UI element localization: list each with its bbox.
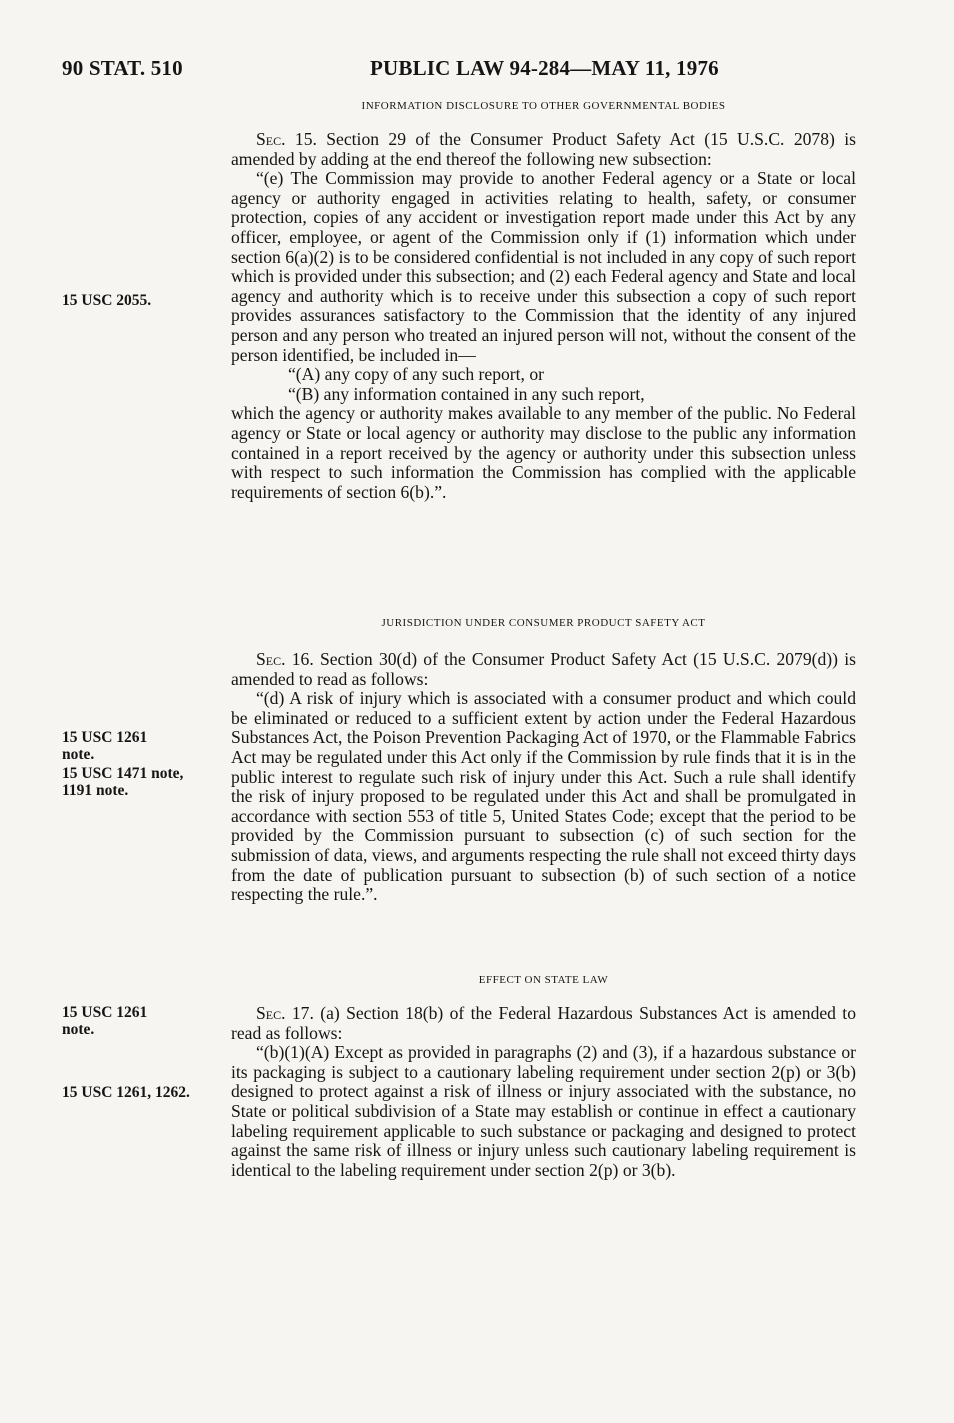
section-intro	[231, 650, 856, 689]
margin-note: 15 USC 1471 note, 1191 note.	[62, 765, 184, 799]
intro-text: 16. Section 30(d) of the Consumer Product Safety Act (15 U.S.C. 2079(d)) is amended to read as follows:	[231, 649, 856, 689]
paragraph: which the agency or authority makes available to any member of the public. No Federal agency or State or local agency or authority may disclose to the public any information contained in a report received by the agency or authority under this subsection unless with respect to such information the Commission has complied with the applicable requirements of section 6(b).”.	[231, 403, 856, 502]
margin-note: 15 USC 1261 note.	[62, 729, 148, 763]
page-title: PUBLIC LAW 94-284—MAY 11, 1976	[370, 56, 719, 80]
list-item: “(A) any copy of any such report, or	[288, 364, 544, 385]
list-item: “(B) any information contained in any such report,	[288, 383, 645, 404]
section-body	[231, 650, 856, 905]
paragraph: “(d) A risk of injury which is associated with a consumer product and which could be eliminated or reduced to a sufficient extent by action under the Federal Hazardous Substances Act, the Poison Prevention Packaging Act of 1970, or the Flammable Fabrics Act may be regulated under this Act only if the Commission by rule finds that it is in the public interest to regulate such risk of injury under this Act. Such a rule shall identify the risk of injury proposed to be regulated under this Act and shall be promulgated in accordance with section 553 of title 5, United States Code; except that the period to be provided by the Commission pursuant to subsection (c) of such section for the submission of data, views, and arguments respecting the rule shall not exceed thirty days from the date of publication pursuant to subsection (b) of such section of a notice respecting the rule.”.	[231, 688, 856, 905]
paragraph: “(e) The Commission may provide to another Federal agency or a State or local agency or authority engaged in activities relating to health, safety, or consumer protection, copies of any accident or investigation report made under this Act by any officer, employee, or agent of the Commission only if (1) information which under section 6(a)(2) is to be considered confidential is not included in any copy of such report which is provided under this subsection; and (2) each Federal agency and State and local agency and authority which is to receive under this subsection a copy of such report provides assurances satisfactory to the Commission that the identity of any injured person and any person who treated an injured person will not, without the consent of the person identified, be included in—	[231, 168, 856, 365]
section-heading: JURISDICTION UNDER CONSUMER PRODUCT SAFETY ACT	[381, 617, 706, 629]
margin-note: 15 USC 1261 note.	[62, 1004, 148, 1038]
sec-label: Sec.	[256, 129, 286, 149]
intro-text: 17. (a) Section 18(b) of the Federal Hazardous Substances Act is amended to read as follows:	[231, 1003, 856, 1043]
page-stat-number: 90 STAT. 510	[62, 56, 183, 80]
sec-label: Sec.	[256, 649, 286, 669]
intro-text: 15. Section 29 of the Consumer Product Safety Act (15 U.S.C. 2078) is amended by adding at the end thereof the following new subsection:	[231, 129, 856, 169]
margin-note: 15 USC 1261, 1262.	[62, 1084, 190, 1101]
sec-label: Sec.	[256, 1003, 286, 1023]
section-intro	[231, 1004, 856, 1043]
section-body	[231, 130, 856, 502]
section-heading: INFORMATION DISCLOSURE TO OTHER GOVERNMENTAL BODIES	[361, 100, 726, 112]
section-body	[231, 1004, 856, 1180]
paragraph: “(b)(1)(A) Except as provided in paragraphs (2) and (3), if a hazardous substance or its packaging is subject to a cautionary labeling requirement under section 2(p) or 3(b) designed to protect against a risk of illness or injury associated with the substance, no State or political subdivision of a State may establish or continue in effect a cautionary labeling requirement applicable to such substance or packaging and designed to protect against the same risk of illness or injury unless such cautionary labeling requirement is identical to the labeling requirement under section 2(p) or 3(b).	[231, 1042, 856, 1180]
section-heading: EFFECT ON STATE LAW	[478, 974, 609, 986]
margin-note: 15 USC 2055.	[62, 292, 152, 309]
section-intro	[231, 130, 856, 169]
